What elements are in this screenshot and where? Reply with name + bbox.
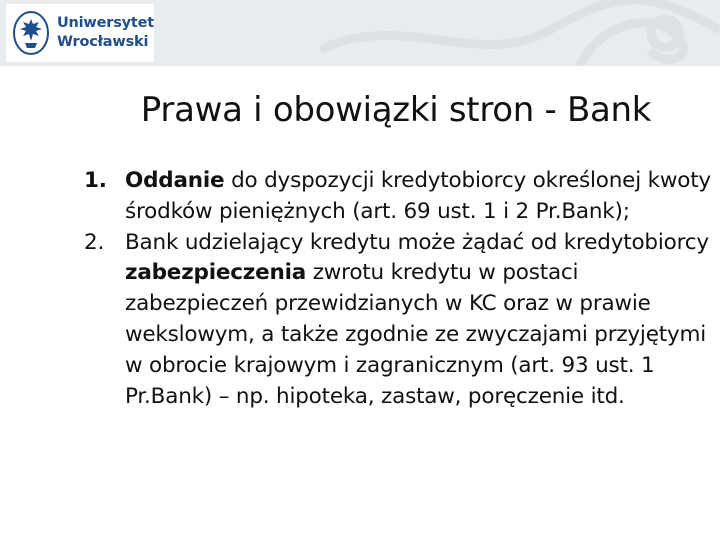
slide-header-band: [0, 0, 720, 66]
university-name: [57, 14, 154, 52]
list-item-text-post: zwrotu kredytu w postaci zabezpieczeń przewidzianych w KC oraz w prawie wekslowym, a także zgodnie ze zwyczajami przyjętymi w obrocie krajowym i zagranicznym (art. 93 ust. 1 Pr.Bank) – np. hipoteka, zastaw, poręczenie itd.: [125, 260, 707, 409]
list-item-number: 1.: [84, 168, 107, 193]
eagle-emblem-icon: [12, 9, 51, 57]
list-item-text: do dyspozycji kredytobiorcy określonej kwoty środków pieniężnych (art. 69 ust. 1 i 2 Pr.Bank);: [125, 168, 711, 224]
decorative-swirl: [320, 0, 720, 66]
obligations-list: [84, 166, 720, 412]
list-item-number: 2.: [84, 229, 105, 255]
list-item: [84, 228, 720, 413]
list-item-bold-term: Oddanie: [125, 168, 225, 193]
logo-line-2: Wrocławski: [56, 34, 149, 50]
slide-title: Prawa i obowiązki stron - Bank: [140, 90, 652, 130]
list-item: [84, 166, 720, 228]
list-item-bold-term: zabezpieczenia: [125, 260, 307, 286]
logo-line-1: Uniwersytet: [56, 15, 154, 31]
university-logo[interactable]: [6, 4, 154, 62]
list-item-text-pre: Bank udzielający kredytu może żądać od kredytobiorcy: [125, 229, 709, 255]
